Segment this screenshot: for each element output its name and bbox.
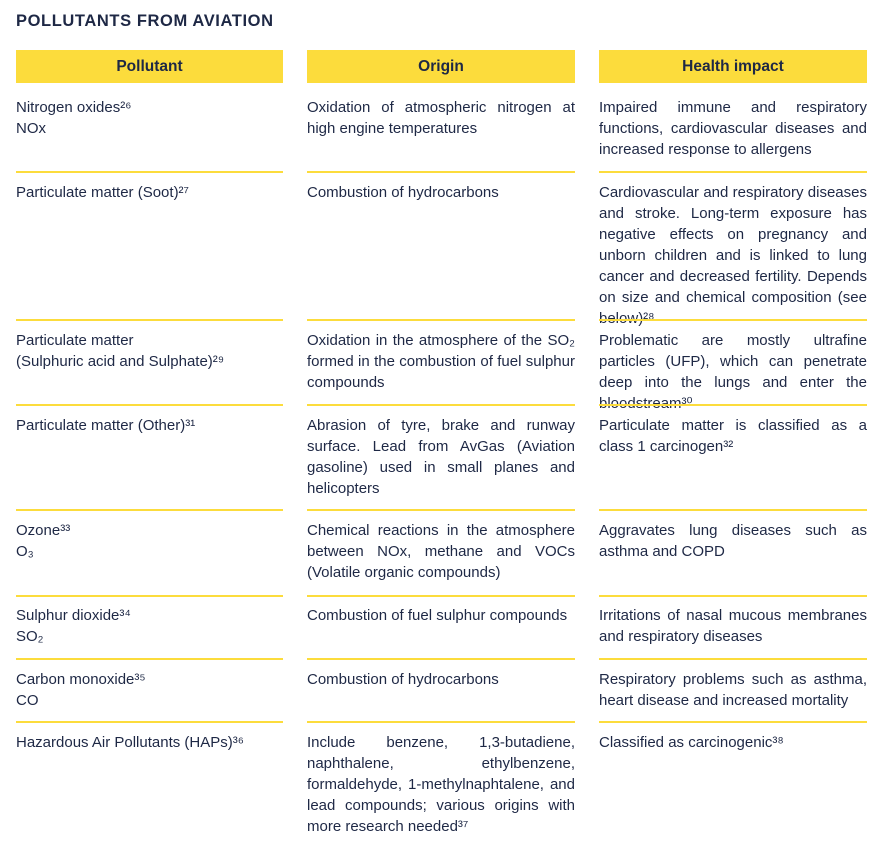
health-impact-cell: Classified as carcinogenic³⁸ bbox=[599, 734, 784, 751]
pollutant-subtype: (Sulphuric acid and Sulphate)²⁹ bbox=[16, 353, 225, 370]
row-divider bbox=[16, 404, 283, 406]
origin-cell: Combustion of fuel sulphur compounds bbox=[307, 607, 568, 624]
health-impact-cell: Particulate matter is classified as a class 1 carcinogen³² bbox=[599, 417, 867, 455]
pollutant-cell bbox=[16, 415, 283, 436]
origin-cell: Include benzene, 1,3-butadiene, naphthalene, ethylbenzene, formaldehyde, 1-methylnaphtalene, and lead compounds; various origins with more research needed³⁷ bbox=[307, 734, 575, 835]
row-divider bbox=[16, 595, 283, 597]
health-impact-cell: Irritations of nasal mucous membranes and respiratory diseases bbox=[599, 607, 867, 645]
row-divider bbox=[16, 171, 283, 173]
row-divider bbox=[599, 509, 867, 511]
origin-cell: Combustion of hydrocarbons bbox=[307, 671, 499, 688]
health-impact-cell: Problematic are mostly ultrafine particles (UFP), which can penetrate deep into the lungs and enter the bbox=[599, 332, 867, 391]
row-divider bbox=[599, 595, 867, 597]
row-divider bbox=[599, 404, 867, 406]
pollutant-name: Sulphur dioxide³⁴ bbox=[16, 607, 131, 624]
pollutant-name: Ozone³³ bbox=[16, 522, 71, 539]
origin-cell: Abrasion of tyre, brake and runway surface. Lead from AvGas (Aviation gasoline) used in small planes and helicopters bbox=[307, 417, 575, 497]
pollutant-formula: O₃ bbox=[16, 543, 34, 560]
origin-cell: Combustion of hydrocarbons bbox=[307, 184, 499, 201]
pollutant-cell bbox=[16, 97, 283, 139]
row-divider bbox=[307, 171, 575, 173]
pollutant-name: Particulate matter (Soot)²⁷ bbox=[16, 184, 189, 201]
pollutant-formula: SO₂ bbox=[16, 628, 44, 645]
row-divider bbox=[307, 595, 575, 597]
row-divider bbox=[599, 171, 867, 173]
row-divider bbox=[307, 658, 575, 660]
origin-cell: Oxidation of atmospheric nitrogen at high engine temperatures bbox=[307, 99, 575, 137]
row-divider bbox=[307, 721, 575, 723]
pollutant-name: Particulate matter (Other)³¹ bbox=[16, 417, 196, 434]
row-divider bbox=[16, 509, 283, 511]
row-divider bbox=[599, 658, 867, 660]
health-impact-cell: Aggravates lung diseases such as asthma and COPD bbox=[599, 522, 867, 560]
row-divider bbox=[16, 319, 283, 321]
pollutant-cell bbox=[16, 669, 283, 711]
pollutant-cell bbox=[16, 605, 283, 647]
pollutant-formula: NOx bbox=[16, 120, 46, 137]
pollutant-cell bbox=[16, 732, 283, 753]
pollutant-cell bbox=[16, 520, 283, 562]
row-divider bbox=[16, 721, 283, 723]
origin-cell: Oxidation in the atmosphere of the SO₂ formed in the combustion of fuel sulphur compounds bbox=[307, 332, 575, 391]
column-header-health-impact: Health impact bbox=[599, 50, 867, 83]
pollutant-formula: CO bbox=[16, 692, 39, 709]
row-divider bbox=[307, 404, 575, 406]
column-header-origin: Origin bbox=[307, 50, 575, 83]
health-impact-cell: Respiratory problems such as asthma, heart disease and increased mortality bbox=[599, 671, 867, 709]
page-title: POLLUTANTS FROM AVIATION bbox=[16, 12, 274, 30]
health-impact-cell: Impaired immune and respiratory functions, cardiovascular diseases and increased response to allergens bbox=[599, 99, 867, 158]
row-divider bbox=[16, 658, 283, 660]
pollutant-name: Hazardous Air Pollutants (HAPs)³⁶ bbox=[16, 734, 244, 751]
column-header-pollutant: Pollutant bbox=[16, 50, 283, 83]
pollutant-cell bbox=[16, 330, 283, 372]
origin-cell: Chemical reactions in the atmosphere between NOx, methane and VOCs (Volatile organic compounds) bbox=[307, 522, 575, 581]
row-divider bbox=[307, 319, 575, 321]
row-divider bbox=[599, 319, 867, 321]
row-divider bbox=[599, 721, 867, 723]
pollutant-name: Particulate matter bbox=[16, 332, 134, 349]
pollutant-name: Nitrogen oxides²⁶ bbox=[16, 99, 132, 116]
pollutant-name: Carbon monoxide³⁵ bbox=[16, 671, 146, 688]
pollutant-cell bbox=[16, 182, 283, 203]
row-divider bbox=[307, 509, 575, 511]
health-impact-cell: Cardiovascular and respiratory diseases and stroke. Long-term exposure has negative effects on pregnancy and unborn children and is linked to lung cancer and decreased fertility. Depends on size and chemical composition (see bbox=[599, 184, 867, 306]
